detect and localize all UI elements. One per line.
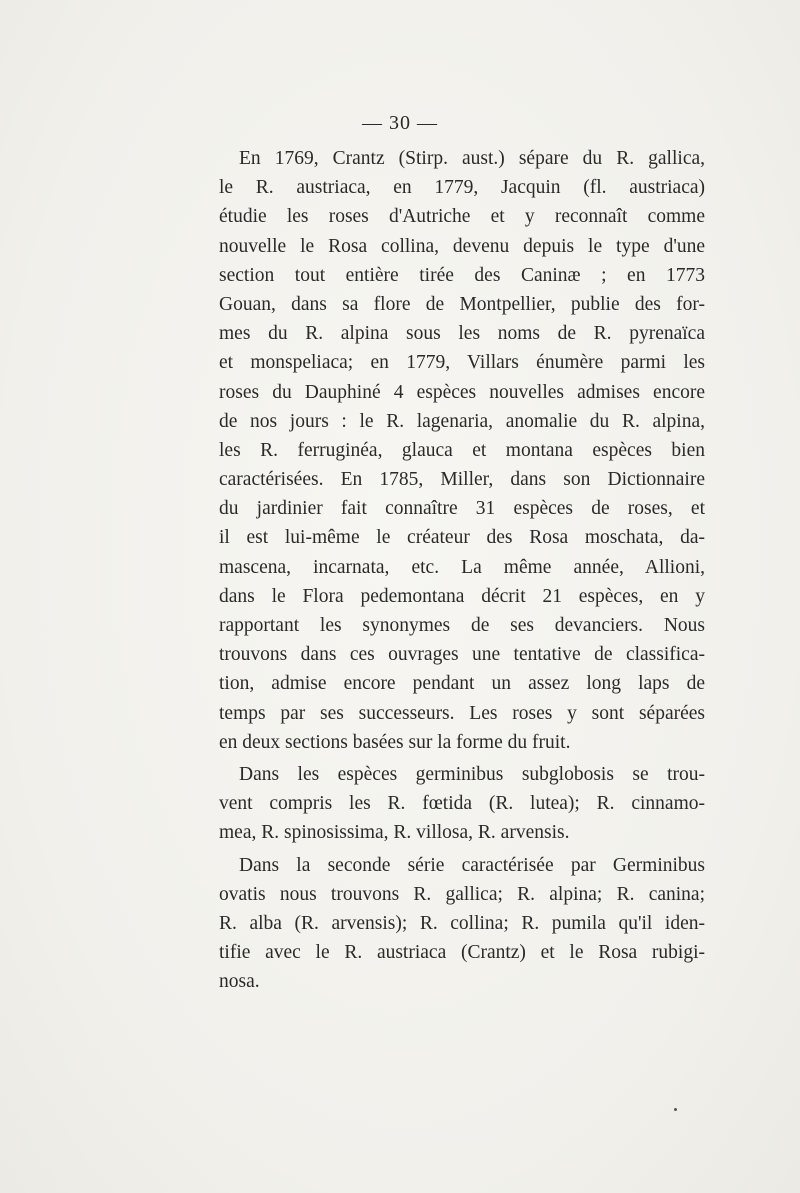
text-line: rapportant les synonymes de ses devanciers. Nous bbox=[219, 615, 705, 636]
ink-speck bbox=[674, 1108, 677, 1111]
text-line: Dans les espèces germinibus subglobosis se trou- bbox=[239, 763, 705, 785]
text-line: mascena, incarnata, etc. La même année, Allioni, bbox=[219, 556, 705, 578]
text-line: En 1769, Crantz (Stirp. aust.) sépare du R. gallica, bbox=[239, 148, 705, 169]
text-line: tifie avec le R. austriaca (Crantz) et le Rosa rubigi- bbox=[219, 942, 705, 964]
text-line: Dans la seconde série caractérisée par Germinibus bbox=[239, 854, 705, 876]
text-line: tion, admise encore pendant un assez long laps de bbox=[219, 673, 705, 695]
text-line: le R. austriaca, en 1779, Jacquin (fl. austriaca) bbox=[219, 177, 705, 199]
text-line: mes du R. alpina sous les noms de R. pyrenaïca bbox=[219, 323, 705, 345]
text-line: en deux sections basées sur la forme du fruit. bbox=[219, 731, 571, 753]
text-line: temps par ses successeurs. Les roses y sont séparées bbox=[219, 702, 705, 724]
text-line: dans le Flora pedemontana décrit 21 espèces, en y bbox=[219, 585, 705, 607]
text-line: les R. ferruginéa, glauca et montana espèces bien bbox=[219, 439, 705, 461]
text-line: roses du Dauphiné 4 espèces nouvelles admises encore bbox=[219, 381, 705, 403]
text-line: mea, R. spinosissima, R. villosa, R. arvensis. bbox=[219, 822, 570, 844]
body-text bbox=[219, 144, 705, 996]
text-line: nosa. bbox=[219, 971, 260, 993]
text-line: de nos jours : le R. lagenaria, anomalie du R. alpina, bbox=[219, 410, 705, 432]
text-line: il est lui-même le créateur des Rosa moschata, da- bbox=[219, 527, 705, 549]
text-line: caractérisées. En 1785, Miller, dans son Dictionnaire bbox=[219, 469, 705, 491]
text-line: trouvons dans ces ouvrages une tentative de classifica- bbox=[219, 644, 705, 666]
text-line: nouvelle le Rosa collina, devenu depuis le type d'une bbox=[219, 235, 705, 257]
text-line: Gouan, dans sa flore de Montpellier, publie des for- bbox=[219, 293, 705, 315]
text-line: R. alba (R. arvensis); R. collina; R. pumila qu'il iden- bbox=[219, 912, 705, 934]
text-line: section tout entière tirée des Caninæ ; en 1773 bbox=[219, 264, 705, 286]
text-line: étudie les roses d'Autriche et y reconnaît comme bbox=[219, 206, 705, 228]
text-line: du jardinier fait connaître 31 espèces de roses, et bbox=[219, 498, 705, 520]
text-line: et monspeliaca; en 1779, Villars énumère parmi les bbox=[219, 352, 705, 374]
text-line: vent compris les R. fœtida (R. lutea); R. cinnamo- bbox=[219, 793, 705, 815]
page-number: — 30 — bbox=[362, 112, 438, 134]
text-line: ovatis nous trouvons R. gallica; R. alpina; R. canina; bbox=[219, 883, 705, 905]
